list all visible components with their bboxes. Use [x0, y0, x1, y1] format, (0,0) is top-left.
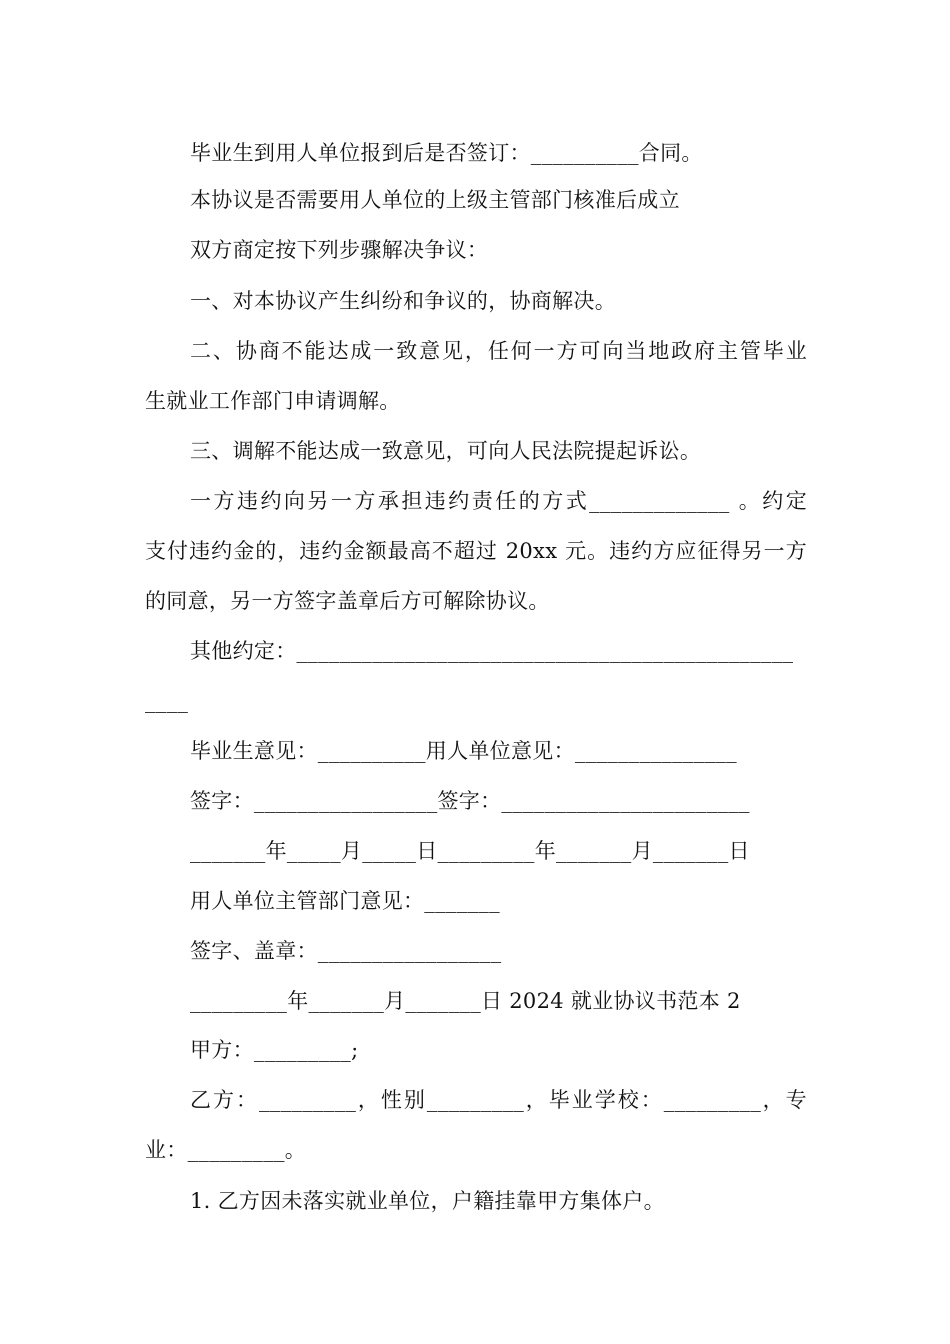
text-line-approval: 本协议是否需要用人单位的上级主管部门核准后成立	[190, 188, 680, 212]
text-line-dispute-steps: 双方商定按下列步骤解决争议：	[190, 238, 489, 262]
text-line-party-a: 甲方：_________;	[190, 1038, 359, 1062]
text-line-step-1: 一、对本协议产生纠纷和争议的，协商解决。	[190, 289, 616, 313]
text-line-party-b-cont: 业：_________。	[145, 1138, 307, 1162]
text-line-breach-2: 支付违约金的，违约金额最高不超过 20xx 元。违约方应征得另一方	[145, 539, 807, 563]
text-line-step-2-cont: 生就业工作部门申请调解。	[145, 389, 401, 413]
text-line-dept-seal: 签字、盖章：_________________	[190, 939, 502, 963]
text-line-breach-1: 一方违约向另一方承担违约责任的方式_____________ 。约定	[190, 489, 807, 513]
text-line-step-2: 二、协商不能达成一致意见，任何一方可向当地政府主管毕业	[190, 339, 807, 363]
text-line-dept-opinion: 用人单位主管部门意见：_______	[190, 889, 500, 913]
text-line-other-terms-cont: ____	[145, 689, 189, 713]
text-line-signatures: 签字：_________________签字：_______________________	[190, 789, 750, 813]
text-line-party-b: 乙方：_________，性别_________，毕业学校：_________，专	[190, 1088, 807, 1112]
text-line-breach-3: 的同意，另一方签字盖章后方可解除协议。	[145, 589, 550, 613]
text-line-step-3: 三、调解不能达成一致意见，可向人民法院提起诉讼。	[190, 439, 702, 463]
text-line-clause-1: 1. 乙方因未落实就业单位，户籍挂靠甲方集体户。	[190, 1189, 665, 1213]
text-line-date-title: _________年_______月_______日 2024 就业协议书范本 2	[190, 989, 741, 1013]
text-line-other-terms: 其他约定：______________________________________________	[190, 639, 794, 663]
text-line-opinions: 毕业生意见：__________用人单位意见：_______________	[190, 739, 737, 763]
text-line-dates: _______年_____月_____日_________年_______月_______日	[190, 839, 750, 863]
text-line-sign-contract: 毕业生到用人单位报到后是否签订：__________合同。	[190, 141, 703, 165]
